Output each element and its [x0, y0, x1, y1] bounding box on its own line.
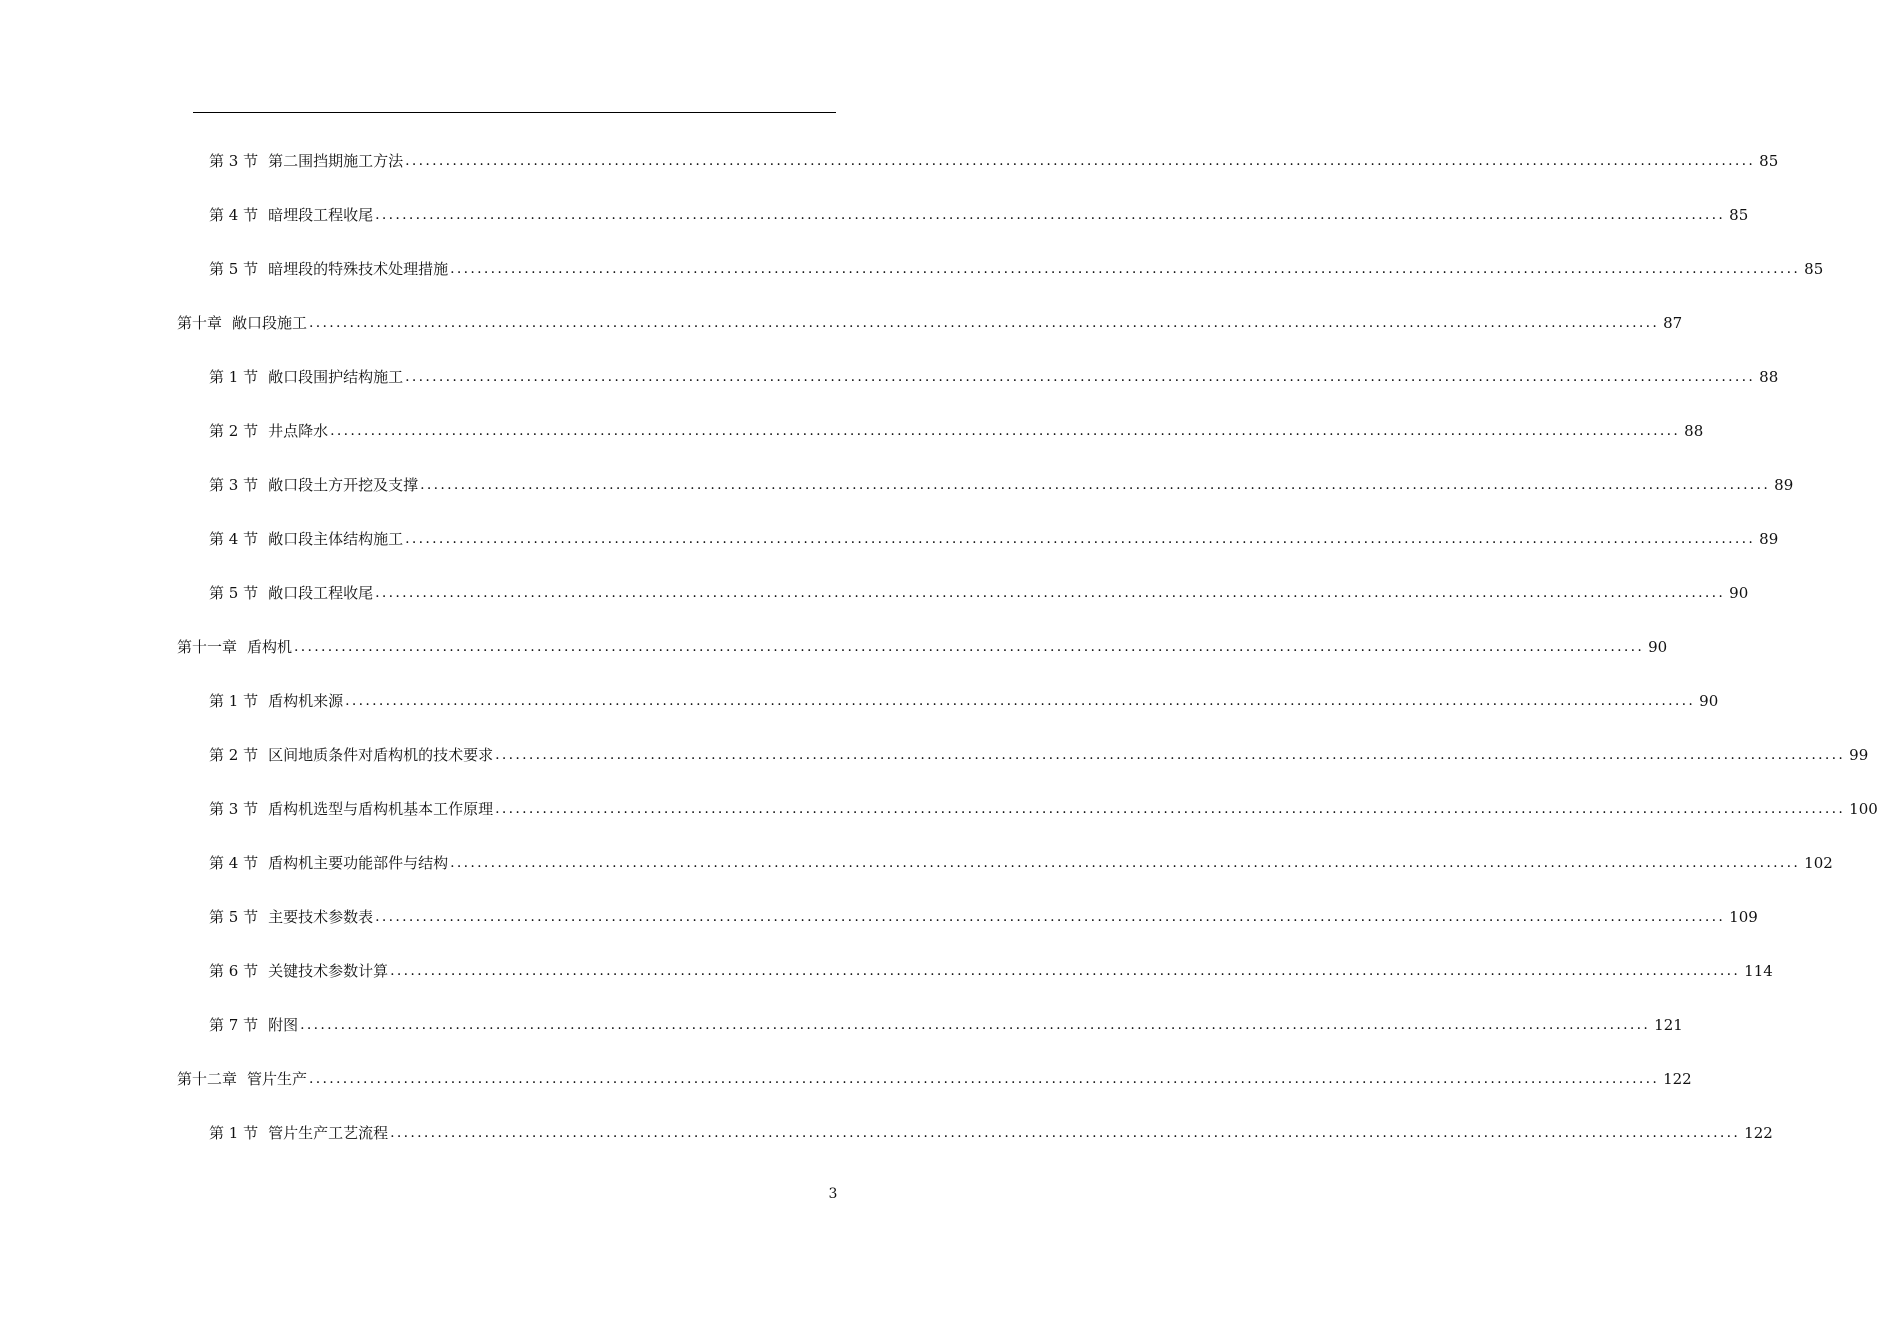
toc-entry-page-number: 85 — [1804, 260, 1824, 278]
toc-dot-leader: ........................................................................................................................................................................................................ — [309, 1071, 1660, 1087]
toc-entry-page-number: 100 — [1849, 800, 1878, 818]
toc-dot-leader: ........................................................................................................................................................................................................ — [405, 153, 1756, 169]
toc-entry-page-number: 85 — [1729, 206, 1749, 224]
toc-entry-label: 第 4 节 — [209, 854, 259, 872]
toc-entry-page-number: 114 — [1744, 962, 1773, 980]
toc-chapter-entry[interactable] — [177, 312, 1683, 334]
toc-entry-label: 第 1 节 — [209, 368, 259, 386]
toc-section-entry[interactable] — [209, 528, 1779, 550]
toc-entry-label: 第 5 节 — [209, 908, 259, 926]
toc-entry-title: 井点降水 — [268, 422, 329, 440]
toc-dot-leader: ........................................................................................................................................................................................................ — [495, 801, 1846, 817]
toc-entry-title: 管片生产 — [247, 1070, 308, 1088]
toc-section-entry[interactable] — [209, 474, 1794, 496]
toc-entry-label: 第 4 节 — [209, 530, 259, 548]
toc-entry-title: 敞口段工程收尾 — [268, 584, 374, 602]
toc-entry-title: 敞口段施工 — [232, 314, 308, 332]
toc-section-entry[interactable] — [209, 582, 1749, 604]
toc-dot-leader: ........................................................................................................................................................................................................ — [330, 423, 1681, 439]
toc-entry-title: 关键技术参数计算 — [268, 962, 389, 980]
toc-entry-label: 第 5 节 — [209, 584, 259, 602]
toc-entry-page-number: 87 — [1663, 314, 1683, 332]
toc-entry-page-number: 90 — [1648, 638, 1668, 656]
toc-entry-page-number: 88 — [1759, 368, 1779, 386]
toc-entry-page-number: 122 — [1744, 1124, 1773, 1142]
toc-entry-label: 第 3 节 — [209, 152, 259, 170]
toc-section-entry[interactable] — [209, 258, 1824, 280]
toc-entry-page-number: 122 — [1663, 1070, 1692, 1088]
toc-entry-label: 第 5 节 — [209, 260, 259, 278]
toc-entry-label: 第 3 节 — [209, 800, 259, 818]
toc-dot-leader: ........................................................................................................................................................................................................ — [294, 639, 1645, 655]
toc-section-entry[interactable] — [209, 906, 1758, 928]
toc-dot-leader: ........................................................................................................................................................................................................ — [390, 963, 1741, 979]
toc-entry-title: 区间地质条件对盾构机的技术要求 — [268, 746, 494, 764]
toc-dot-leader: ........................................................................................................................................................................................................ — [420, 477, 1771, 493]
toc-entry-label: 第 4 节 — [209, 206, 259, 224]
toc-entry-label: 第 7 节 — [209, 1016, 259, 1034]
toc-entry-page-number: 109 — [1729, 908, 1758, 926]
toc-entry-label: 第十二章 — [177, 1070, 238, 1088]
toc-entry-title: 敞口段土方开挖及支撑 — [268, 476, 419, 494]
toc-entry-title: 盾构机选型与盾构机基本工作原理 — [268, 800, 494, 818]
toc-section-entry[interactable] — [209, 420, 1704, 442]
toc-dot-leader: ........................................................................................................................................................................................................ — [450, 261, 1801, 277]
toc-dot-leader: ........................................................................................................................................................................................................ — [405, 531, 1756, 547]
toc-chapter-entry[interactable] — [177, 636, 1668, 658]
toc-entry-title: 暗埋段工程收尾 — [268, 206, 374, 224]
toc-dot-leader: ........................................................................................................................................................................................................ — [345, 693, 1696, 709]
toc-entry-page-number: 99 — [1849, 746, 1869, 764]
toc-entry-page-number: 85 — [1759, 152, 1779, 170]
toc-entry-title: 主要技术参数表 — [268, 908, 374, 926]
toc-entry-title: 附图 — [268, 1016, 299, 1034]
toc-dot-leader: ........................................................................................................................................................................................................ — [495, 747, 1846, 763]
toc-entry-label: 第 3 节 — [209, 476, 259, 494]
toc-dot-leader: ........................................................................................................................................................................................................ — [309, 315, 1660, 331]
toc-entry-label: 第十章 — [177, 314, 223, 332]
toc-entry-page-number: 88 — [1684, 422, 1704, 440]
toc-section-entry[interactable] — [209, 150, 1779, 172]
toc-section-entry[interactable] — [209, 744, 1869, 766]
toc-entry-page-number: 102 — [1804, 854, 1833, 872]
toc-dot-leader: ........................................................................................................................................................................................................ — [375, 585, 1726, 601]
toc-dot-leader: ........................................................................................................................................................................................................ — [375, 207, 1726, 223]
toc-entry-title: 盾构机主要功能部件与结构 — [268, 854, 449, 872]
toc-chapter-entry[interactable] — [177, 1068, 1692, 1090]
toc-section-entry[interactable] — [209, 366, 1779, 388]
toc-entry-title: 敞口段主体结构施工 — [268, 530, 404, 548]
toc-entry-page-number: 90 — [1729, 584, 1749, 602]
toc-dot-leader: ........................................................................................................................................................................................................ — [375, 909, 1726, 925]
toc-entry-label: 第 2 节 — [209, 422, 259, 440]
toc-entry-title: 盾构机来源 — [268, 692, 344, 710]
toc-dot-leader: ........................................................................................................................................................................................................ — [390, 1125, 1741, 1141]
toc-section-entry[interactable] — [209, 1014, 1683, 1036]
toc-entry-page-number: 89 — [1759, 530, 1779, 548]
toc-section-entry[interactable] — [209, 1122, 1773, 1144]
toc-dot-leader: ........................................................................................................................................................................................................ — [405, 369, 1756, 385]
toc-section-entry[interactable] — [209, 204, 1749, 226]
toc-entry-title: 管片生产工艺流程 — [268, 1124, 389, 1142]
toc-entry-label: 第 2 节 — [209, 746, 259, 764]
toc-entry-title: 第二围挡期施工方法 — [268, 152, 404, 170]
toc-dot-leader: ........................................................................................................................................................................................................ — [450, 855, 1801, 871]
toc-entry-label: 第 6 节 — [209, 962, 259, 980]
toc-dot-leader: ........................................................................................................................................................................................................ — [300, 1017, 1651, 1033]
toc-entry-title: 暗埋段的特殊技术处理措施 — [268, 260, 449, 278]
toc-entry-page-number: 90 — [1699, 692, 1719, 710]
toc-section-entry[interactable] — [209, 960, 1773, 982]
page-number: 3 — [828, 1186, 838, 1202]
toc-entry-page-number: 89 — [1774, 476, 1794, 494]
toc-section-entry[interactable] — [209, 690, 1719, 712]
toc-entry-label: 第 1 节 — [209, 692, 259, 710]
toc-entry-label: 第十一章 — [177, 638, 238, 656]
toc-entry-title: 盾构机 — [247, 638, 293, 656]
toc-entry-label: 第 1 节 — [209, 1124, 259, 1142]
toc-section-entry[interactable] — [209, 852, 1833, 874]
toc-entry-title: 敞口段围护结构施工 — [268, 368, 404, 386]
toc-entry-page-number: 121 — [1654, 1016, 1683, 1034]
toc-section-entry[interactable] — [209, 798, 1878, 820]
